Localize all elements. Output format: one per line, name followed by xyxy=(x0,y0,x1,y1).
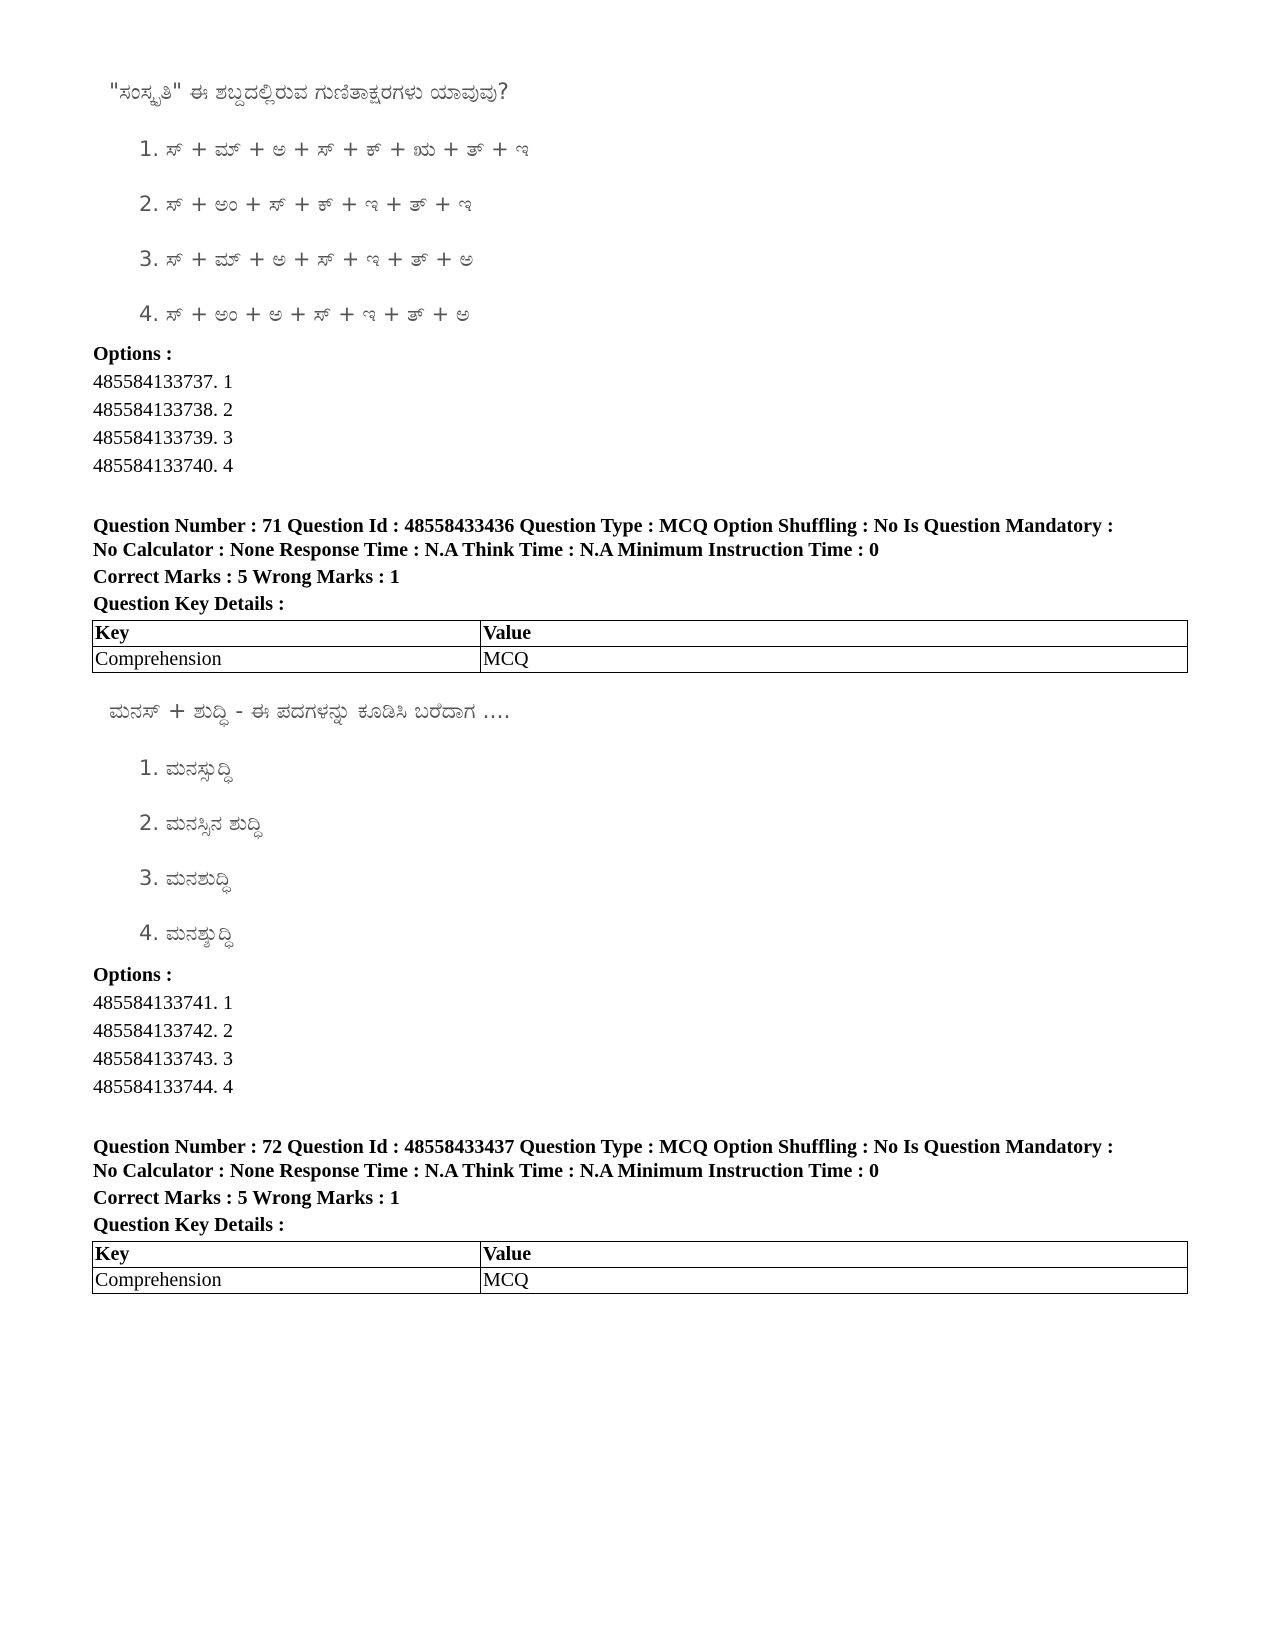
option-item: 485584133742. 2 xyxy=(93,1020,233,1042)
marks-line: Correct Marks : 5 Wrong Marks : 1 xyxy=(93,566,400,588)
question-option: 4. ಸ್ + ಅಂ + ಅ + ಸ್ + ಇ + ತ್ + ಅ xyxy=(139,302,470,326)
question-meta-71 xyxy=(93,514,1114,616)
table-cell-key: Comprehension xyxy=(93,1268,481,1294)
question-option: 1. ಮನಸ್ಸುದ್ಧಿ xyxy=(139,756,233,780)
options-list-2 xyxy=(93,963,233,1101)
question-meta-72 xyxy=(93,1135,1114,1237)
question-stem: "ಸಂಸ್ಕೃತಿ" ಈ ಶಬ್ದದಲ್ಲಿರುವ ಗುಣಿತಾಕ್ಷರಗಳು ಯಾವುವು? xyxy=(109,80,509,105)
table-header-key: Key xyxy=(93,1242,481,1268)
question-option: 4. ಮನಶ್ಶುದ್ಧಿ xyxy=(139,921,234,945)
option-item: 485584133738. 2 xyxy=(93,399,233,421)
option-item: 485584133743. 3 xyxy=(93,1048,233,1070)
options-list-1 xyxy=(93,342,233,480)
question-meta-line: No Calculator : None Response Time : N.A Think Time : N.A Minimum Instruction Time : 0 xyxy=(93,539,879,561)
option-item: 485584133737. 1 xyxy=(93,371,233,393)
options-label: Options : xyxy=(93,964,173,986)
question-meta-line: Question Number : 71 Question Id : 48558433436 Question Type : MCQ Option Shuffling : No Is Question Mandatory : xyxy=(93,515,1114,537)
key-details-table-71 xyxy=(92,620,1188,673)
table-header-key: Key xyxy=(93,621,481,647)
table-header-row xyxy=(93,1242,1188,1268)
table-cell-value: MCQ xyxy=(481,1268,1188,1294)
option-item: 485584133744. 4 xyxy=(93,1076,233,1098)
question-image-2 xyxy=(93,697,511,948)
question-image-1 xyxy=(93,78,529,329)
table-header-value: Value xyxy=(481,1242,1188,1268)
question-stem: ಮನಸ್ + ಶುದ್ಧಿ - ಈ ಪದಗಳನ್ನು ಕೂಡಿಸಿ ಬರೆದಾಗ .... xyxy=(109,699,511,724)
table-header-value: Value xyxy=(481,621,1188,647)
question-option: 1. ಸ್ + ಮ್ + ಅ + ಸ್ + ಕ್ + ಋ + ತ್ + ಇ xyxy=(139,137,530,161)
table-cell-value: MCQ xyxy=(481,647,1188,673)
marks-line: Correct Marks : 5 Wrong Marks : 1 xyxy=(93,1187,400,1209)
question-option: 2. ಸ್ + ಅಂ + ಸ್ + ಕ್ + ಇ + ತ್ + ಇ xyxy=(139,192,472,216)
key-details-label: Question Key Details : xyxy=(93,593,285,615)
key-details-label: Question Key Details : xyxy=(93,1214,285,1236)
question-meta-line: No Calculator : None Response Time : N.A Think Time : N.A Minimum Instruction Time : 0 xyxy=(93,1160,879,1182)
table-header-row xyxy=(93,621,1188,647)
table-row xyxy=(93,647,1188,673)
question-option: 3. ಮನಶುದ್ಧಿ xyxy=(139,866,231,890)
option-item: 485584133740. 4 xyxy=(93,455,233,477)
question-meta-line: Question Number : 72 Question Id : 48558433437 Question Type : MCQ Option Shuffling : No Is Question Mandatory : xyxy=(93,1136,1114,1158)
question-option: 3. ಸ್ + ಮ್ + ಅ + ಸ್ + ಇ + ತ್ + ಅ xyxy=(139,247,474,271)
option-item: 485584133741. 1 xyxy=(93,992,233,1014)
table-row xyxy=(93,1268,1188,1294)
table-cell-key: Comprehension xyxy=(93,647,481,673)
options-label: Options : xyxy=(93,343,173,365)
option-item: 485584133739. 3 xyxy=(93,427,233,449)
key-details-table-72 xyxy=(92,1241,1188,1294)
question-option: 2. ಮನಸ್ಸಿನ ಶುದ್ಧಿ xyxy=(139,811,263,835)
